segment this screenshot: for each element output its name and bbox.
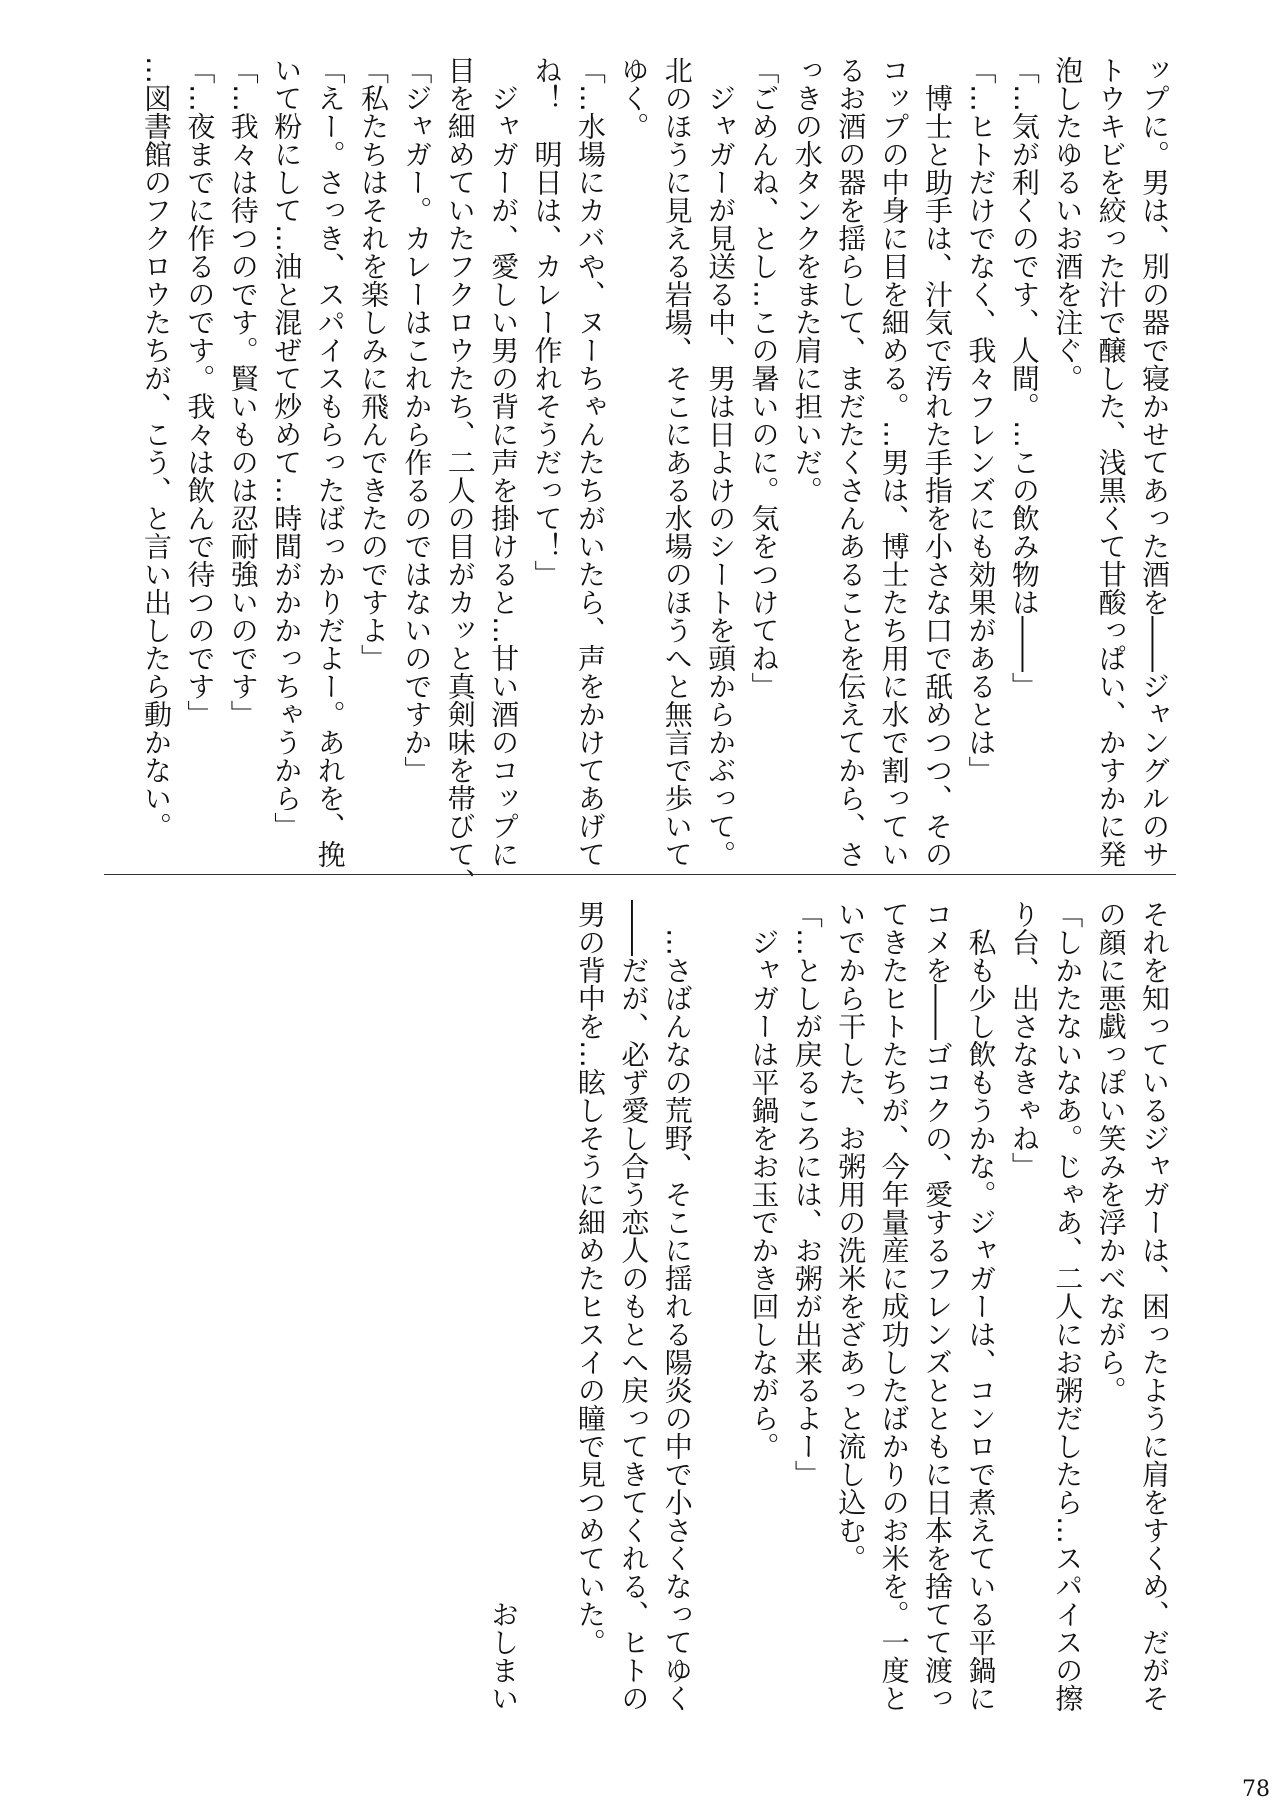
text-column: コップの中身に目を細める。…男は、博士たち用に水で割ってい	[877, 56, 911, 868]
text-column: 「…夜までに作るのです。我々は飲んで待つのです」	[183, 56, 217, 728]
text-column: ジャガーは平鍋をお玉でかき回しながら。	[747, 900, 781, 1460]
text-column: ね！ 明日は、カレー作れそうだって！」	[530, 56, 564, 588]
text-column: トウキビを絞った汁で醸した、浅黒くて甘酸っぱい、かすかに発	[1094, 56, 1128, 868]
text-column: るお酒の器を揺らして、まだたくさんあることを伝えてから、さ	[834, 56, 868, 868]
text-column: それを知っているジャガーは、困ったように肩をすくめ、だがそ	[1138, 900, 1171, 1712]
text-column	[438, 900, 481, 1760]
lower-text-block	[438, 900, 1176, 1760]
text-column: の顔に悪戯っぽい笑みを浮かべながら。	[1094, 900, 1128, 1404]
text-column: 「…気が利くのです、人間。…この飲み物は――」	[1007, 56, 1041, 700]
text-column: いでから干した、お粥用の洗米をざあっと流し込む。	[834, 900, 868, 1572]
text-column: 「…としが戻るころには、お粥が出来るよー」	[790, 900, 824, 1488]
text-column: 「ジャガー。カレーはこれから作るのではないのですか」	[400, 56, 434, 784]
text-column: 博士と助手は、汁気で汚れた手指を小さな口で舐めつつ、その	[921, 56, 955, 868]
text-column	[525, 900, 568, 1760]
text-column: ジャガーが見送る中、男は日よけのシートを頭からかぶって。	[704, 56, 738, 868]
text-column: …図書館のフクロウたちが、こう、と言い出したら動かない。	[140, 56, 174, 840]
text-column: …さばんなの荒野、そこに揺れる陽炎の中で小さくなってゆく	[660, 900, 694, 1712]
text-column: 北のほうに見える岩場、そこにある水場のほうへと無言で歩いて	[660, 56, 694, 868]
text-column: てきたヒトたちが、今年量産に成功したばかりのお米を。一度と	[877, 900, 911, 1712]
page-number: 78	[1242, 1777, 1270, 1802]
text-column: り台、出さなきゃね」	[1007, 900, 1041, 1180]
text-column: 「えー。さっき、スパイスもらったばっかりだよー。あれを、挽	[313, 56, 347, 868]
text-column: 「…ヒトだけでなく、我々フレンズにも効果があるとは」	[964, 56, 998, 784]
text-column: っきの水タンクをまた肩に担いだ。	[790, 56, 824, 504]
text-column	[699, 900, 742, 1760]
text-column: 目を細めていたフクロウたち、二人の目がカッと真剣味を帯びて、	[443, 56, 477, 896]
text-column: コメを――ゴコクの、愛するフレンズとともに日本を捨てて渡っ	[921, 900, 955, 1712]
text-column: 男の背中を…眩しそうに細めたヒスイの瞳で見つめていた。	[573, 900, 607, 1656]
text-column: 私も少し飲もうかな。ジャガーは、コンロで煮えている平鍋に	[964, 900, 998, 1712]
text-column: ジャガーが、愛しい男の背に声を掛けると…甘い酒のコップに	[487, 56, 521, 868]
text-column: ――だが、必ず愛し合う恋人のもとへ戻ってきてくれる、ヒトの	[617, 900, 651, 1712]
text-column: 「しかたないなあ。じゃあ、二人にお粥だしたら…スパイスの擦	[1051, 900, 1085, 1712]
text-column: 泡したゆるいお酒を注ぐ。	[1051, 56, 1085, 392]
ending-text: おしまい	[487, 1600, 521, 1712]
text-column: 「ごめんね、とし…この暑いのに。気をつけてね」	[747, 56, 781, 700]
text-column: 「…我々は待つのです。賢いものは忍耐強いのです」	[226, 56, 260, 728]
text-column: ップに。男は、別の器で寝かせてあった酒を――ジャングルのサ	[1138, 56, 1171, 868]
text-column: 「私たちはそれを楽しみに飛んできたのですよ」	[356, 56, 390, 672]
text-column: 「…水場にカバや、ヌーちゃんたちがいたら、声をかけてあげて	[573, 56, 607, 868]
section-divider	[104, 874, 1176, 875]
text-column: ゆく。	[617, 56, 651, 140]
text-column: いて粉にして…油と混ぜて炒めて…時間がかかっちゃうから」	[270, 56, 304, 840]
upper-text-block	[135, 56, 1176, 896]
